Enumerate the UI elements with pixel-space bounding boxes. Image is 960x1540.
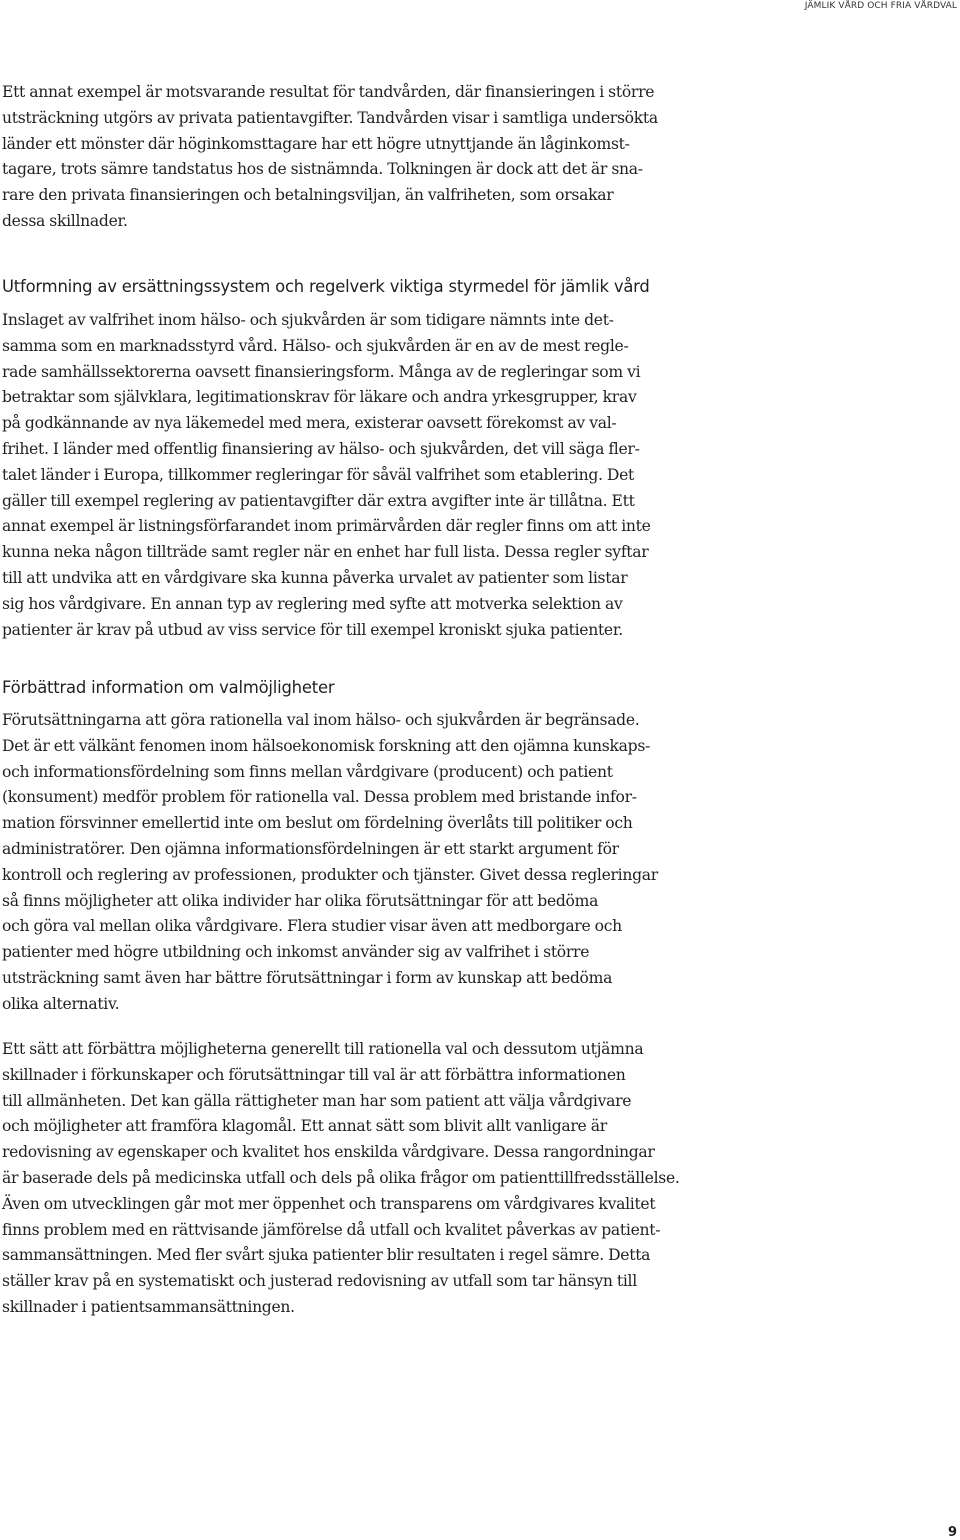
text-line: till att undvika att en vårdgivare ska kunna påverka urvalet av patienter som listar [2, 568, 628, 587]
text-line: Förutsättningarna att göra rationella val inom hälso- och sjukvården är begränsade. [2, 711, 640, 729]
paragraph-tandvard [2, 80, 742, 235]
text-line: gäller till exempel reglering av patientavgifter där extra avgifter inte är tillåtna. Ett [2, 491, 635, 510]
text-line: på godkännande av nya läkemedel med mera, existerar oavsett förekomst av val- [2, 414, 617, 433]
text-line: utsträckning utgörs av privata patientavgifter. Tandvården visar i samtliga undersökta [2, 108, 658, 127]
paragraph-rationella-val [2, 708, 742, 1018]
text-line: frihet. I länder med offentlig finansiering av hälso- och sjukvården, det vill säga fler- [2, 439, 640, 458]
text-line: och möjligheter att framföra klagomål. Ett annat sätt som blivit allt vanligare är [2, 1117, 607, 1136]
text-line: länder ett mönster där höginkomsttagare har ett högre utnyttjande än låginkomst- [2, 134, 630, 153]
text-line: talet länder i Europa, tillkommer regleringar för såväl valfrihet som etablering. Det [2, 465, 635, 484]
text-line: olika alternativ. [2, 994, 120, 1013]
text-line: rade samhällssektorerna oavsett finansieringsform. Många av de regleringar som vi [2, 362, 641, 381]
text-line: och informationsfördelning som finns mellan vårdgivare (producent) och patient [2, 762, 613, 781]
text-line: finns problem med en rättvisande jämförelse då utfall och kvalitet påverkas av patient- [2, 1220, 661, 1239]
text-line: ställer krav på en systematiskt och justerad redovisning av utfall som tar hänsyn till [2, 1272, 637, 1291]
page-number: 9 [947, 1525, 957, 1540]
text-line: betraktar som självklara, legitimationskrav för läkare och andra yrkesgrupper, krav [2, 388, 637, 407]
text-line: dessa skillnader. [2, 211, 128, 230]
text-line: Inslaget av valfrihet inom hälso- och sjukvården är som tidigare nämnts inte det- [2, 311, 614, 329]
text-line: Även om utvecklingen går mot mer öppenhet och transparens om vårdgivares kvalitet [2, 1194, 656, 1213]
text-line: redovisning av egenskaper och kvalitet hos enskilda vårdgivare. Dessa rangordningar [2, 1143, 655, 1162]
text-line: tagare, trots sämre tandstatus hos de sistnämnda. Tolkningen är dock att det är sna- [2, 160, 643, 179]
section-heading-ersattningssystem: Utformning av ersättningssystem och regelverk viktiga styrmedel för jämlik vård [2, 277, 650, 296]
text-line: administratörer. Den ojämna informationsfördelningen är ett starkt argument för [2, 839, 619, 858]
text-line: Ett annat exempel är motsvarande resultat för tandvården, där finansieringen i större [2, 83, 655, 101]
text-line: rare den privata finansieringen och betalningsviljan, än valfriheten, som orsakar [2, 186, 614, 205]
text-line: och göra val mellan olika vårdgivare. Flera studier visar även att medborgare och [2, 917, 622, 936]
paragraph-forbattra-information [2, 1037, 742, 1321]
text-line: (konsument) medför problem för rationella val. Dessa problem med bristande infor- [2, 788, 637, 807]
text-line: kunna neka någon tillträde samt regler när en enhet har full lista. Dessa regler syftar [2, 543, 649, 562]
text-line: annat exempel är listningsförfarandet inom primärvården där regler finns om att inte [2, 517, 651, 536]
paragraph-valfrihet-reglering [2, 308, 742, 643]
text-line: så finns möjligheter att olika individer har olika förutsättningar för att bedöma [2, 891, 599, 910]
text-line: skillnader i förkunskaper och förutsättningar till val är att förbättra informationen [2, 1065, 626, 1084]
text-line: skillnader i patientsammansättningen. [2, 1297, 295, 1316]
text-line: utsträckning samt även har bättre förutsättningar i form av kunskap att bedöma [2, 968, 613, 987]
text-line: samma som en marknadsstyrd vård. Hälso- och sjukvården är en av de mest regle- [2, 336, 629, 355]
text-line: sig hos vårdgivare. En annan typ av reglering med syfte att motverka selektion av [2, 594, 623, 613]
text-line: patienter är krav på utbud av viss service för till exempel kroniskt sjuka patienter. [2, 620, 623, 639]
text-line: Det är ett välkänt fenomen inom hälsoekonomisk forskning att den ojämna kunskaps- [2, 736, 651, 755]
text-line: är baserade dels på medicinska utfall och dels på olika frågor om patienttillfredsställelse. [2, 1168, 680, 1187]
running-header: JÄMLIK VÅRD OCH FRIA VÅRDVAL [804, 1, 957, 11]
text-line: sammansättningen. Med fler svårt sjuka patienter blir resultaten i regel sämre. Detta [2, 1246, 651, 1265]
section-heading-information: Förbättrad information om valmöjligheter [2, 678, 335, 697]
text-line: patienter med högre utbildning och inkomst använder sig av valfrihet i större [2, 943, 590, 962]
text-line: Ett sätt att förbättra möjligheterna generellt till rationella val och dessutom utjämna [2, 1040, 644, 1058]
text-line: till allmänheten. Det kan gälla rättigheter man har som patient att välja vårdgivare [2, 1091, 632, 1110]
text-line: mation försvinner emellertid inte om beslut om fördelning överlåts till politiker och [2, 814, 633, 833]
text-line: kontroll och reglering av professionen, produkter och tjänster. Givet dessa regleringar [2, 865, 658, 884]
